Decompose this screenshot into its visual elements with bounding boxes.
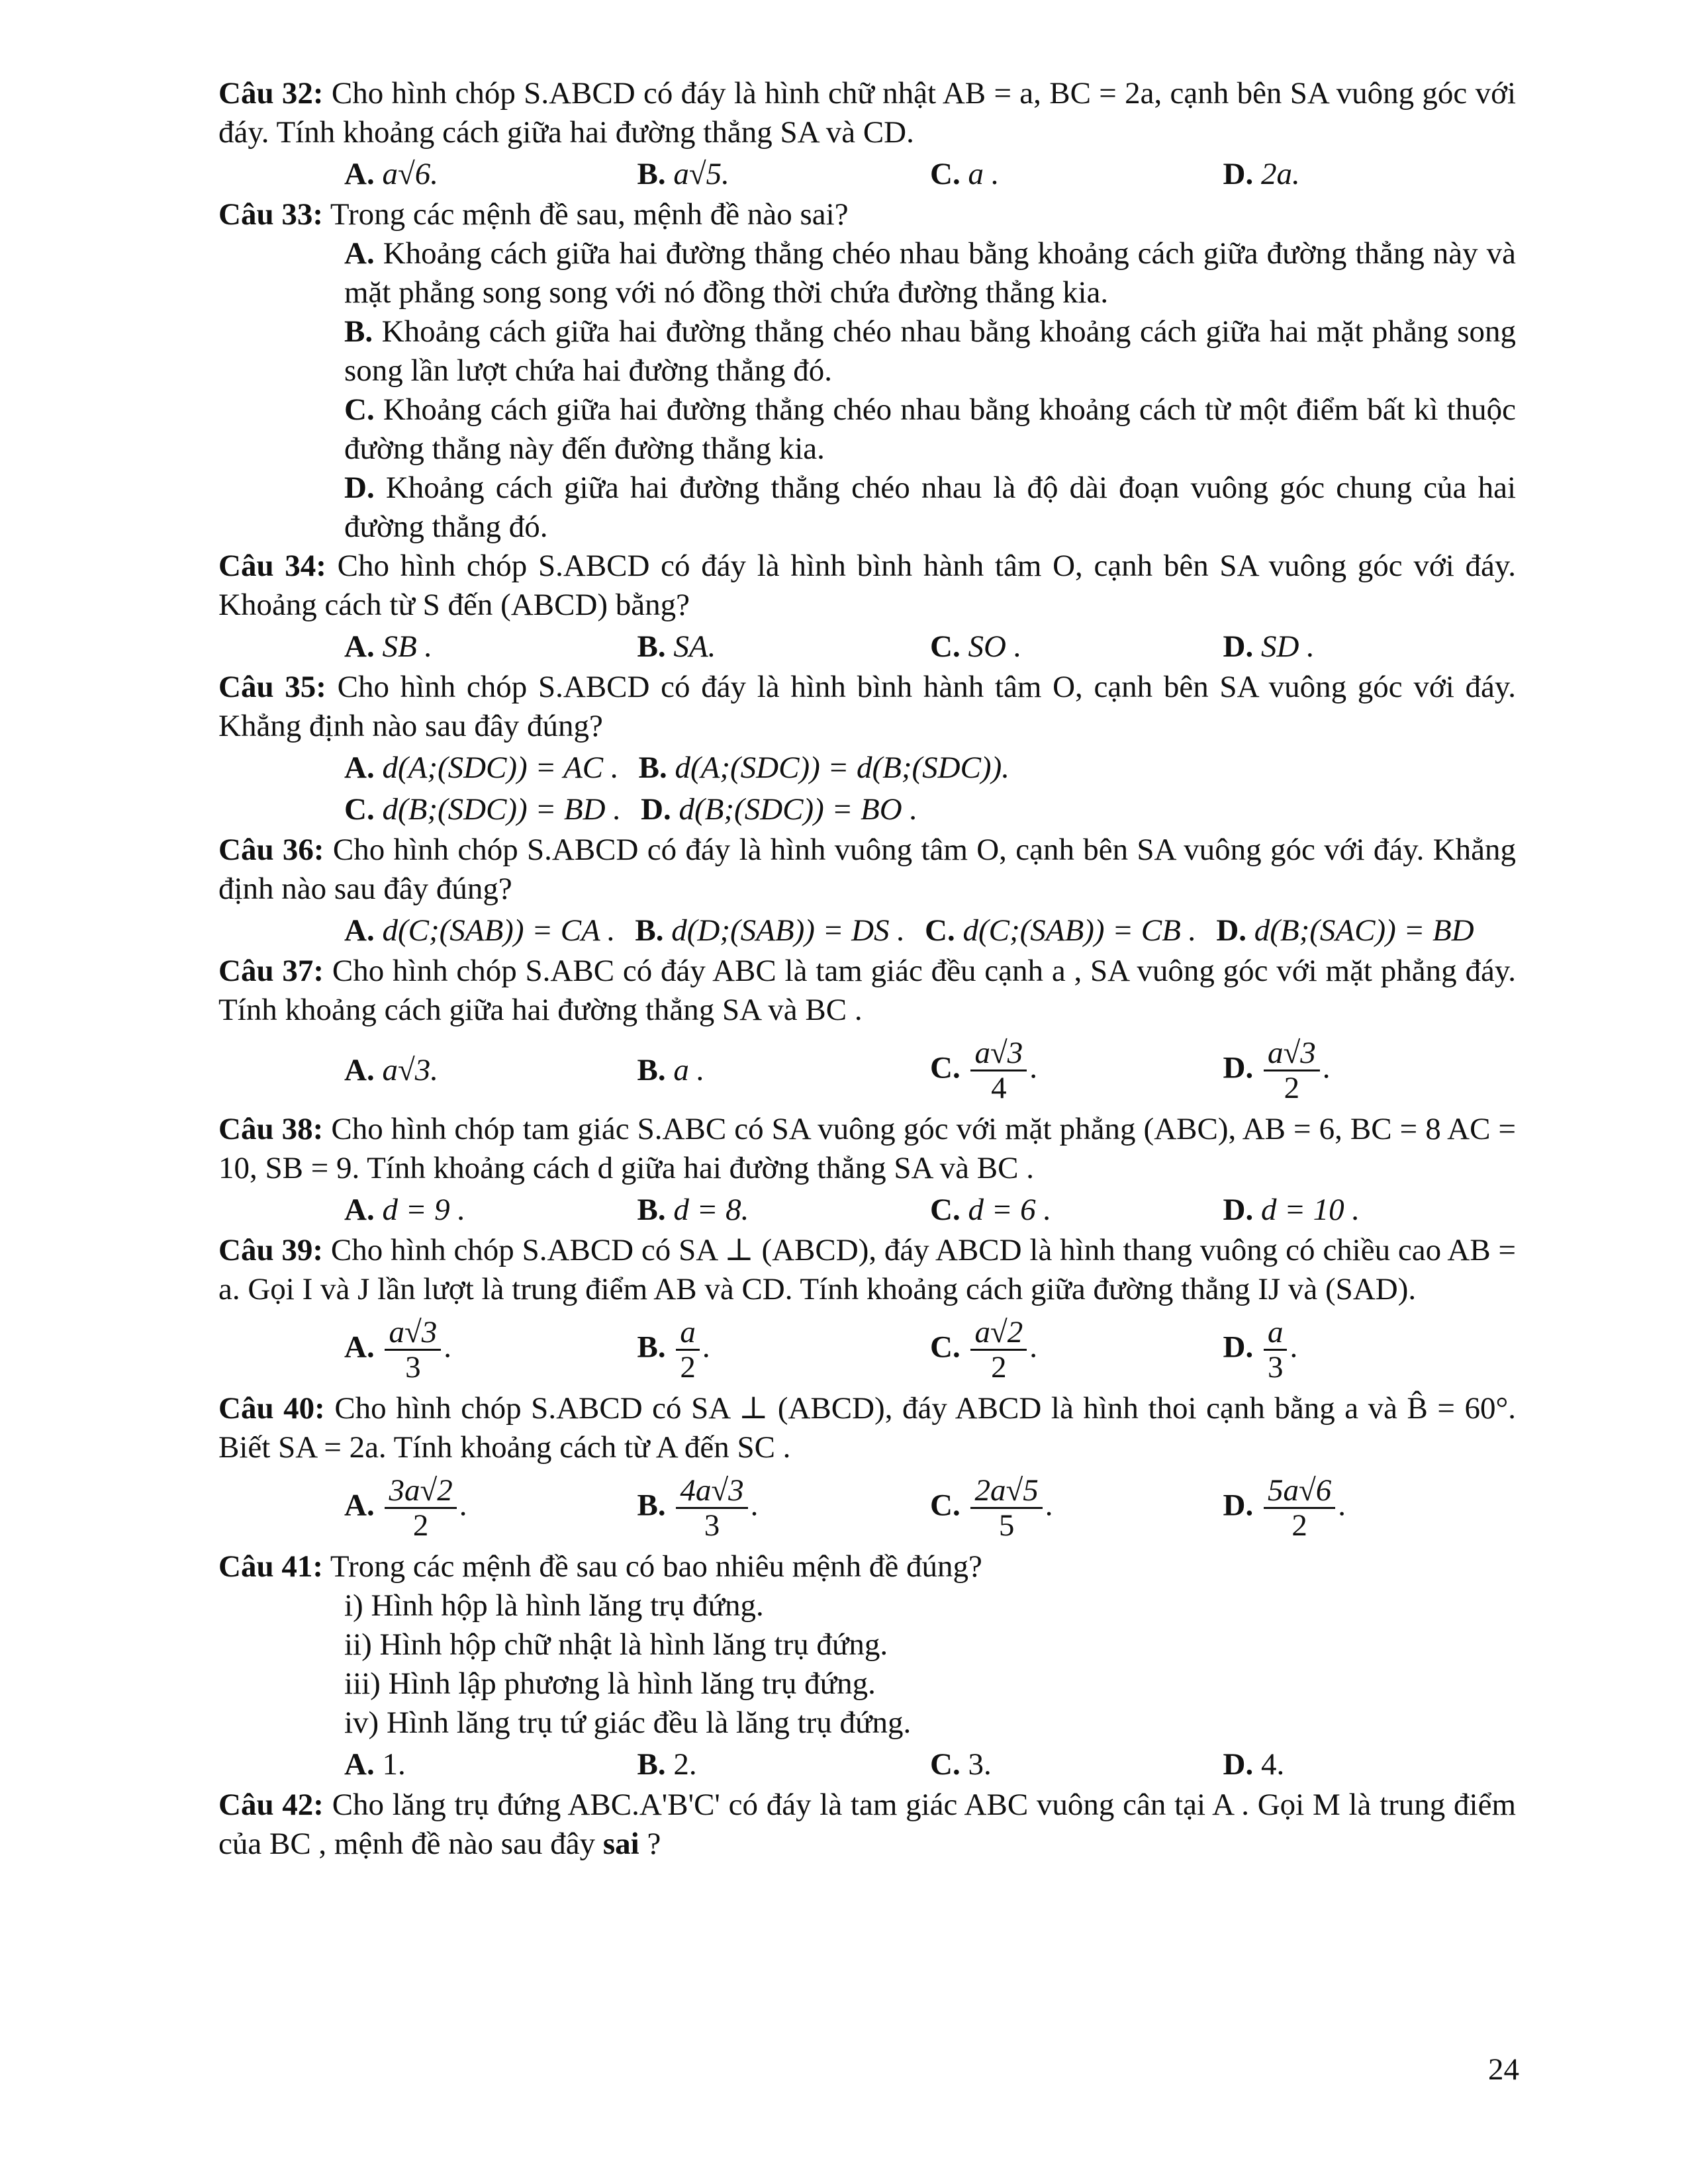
option-d[interactable]: D. $\frac{a}{3}$ . bbox=[1223, 1315, 1298, 1385]
option-a[interactable]: A. Khoảng cách giữa hai đường thẳng chéo nhau bằng khoảng cách giữa đường thẳng này và mặt phẳng song song với nó đồng thời chứa đường thẳng kia. bbox=[344, 236, 1516, 310]
answer-options bbox=[218, 911, 1516, 950]
option-b[interactable]: B. d(A;(SDC)) = d(B;(SDC)). bbox=[638, 751, 1009, 785]
option-c[interactable]: C. $\frac{a√3}{4}$ . bbox=[930, 1036, 1037, 1105]
option-b[interactable]: B. SA. bbox=[637, 629, 716, 664]
question-text: Cho hình chóp S.ABCD có đáy là hình bình hành tâm O, cạnh bên SA vuông góc với đáy. Khoảng cách từ S đến (ABCD) bằng? bbox=[218, 549, 1517, 622]
question-text: Trong các mệnh đề sau, mệnh đề nào sai? bbox=[330, 197, 849, 232]
option-b[interactable]: B. d(D;(SAB)) = DS . bbox=[635, 913, 906, 948]
question-40 bbox=[218, 1389, 1516, 1467]
answer-options bbox=[218, 155, 1516, 194]
statement-item: iii) Hình lập phương là hình lăng trụ đứng. bbox=[344, 1666, 876, 1701]
statement-item: ii) Hình hộp chữ nhật là hình lăng trụ đứng. bbox=[344, 1627, 888, 1662]
option-a[interactable]: A. SB . bbox=[344, 629, 433, 664]
answer-options bbox=[218, 1745, 1516, 1784]
emphasis-word: sai bbox=[602, 1827, 639, 1861]
option-d[interactable]: D. Khoảng cách giữa hai đường thẳng chéo nhau là độ dài đoạn vuông góc chung của hai đường thẳng đó. bbox=[344, 471, 1517, 544]
answer-options bbox=[218, 1191, 1516, 1230]
question-35 bbox=[218, 668, 1516, 746]
question-34 bbox=[218, 547, 1516, 625]
question-number: Câu 32: bbox=[218, 76, 324, 111]
question-37 bbox=[218, 952, 1516, 1030]
question-text: Trong các mệnh đề sau có bao nhiêu mệnh đề đúng? bbox=[330, 1549, 982, 1584]
question-39 bbox=[218, 1231, 1516, 1309]
page-number: 24 bbox=[1488, 2052, 1519, 2087]
option-d[interactable]: D. 2a. bbox=[1223, 157, 1300, 191]
option-a[interactable]: A. d(C;(SAB)) = CA . bbox=[344, 913, 616, 948]
question-text: Cho hình chóp tam giác S.ABC có SA vuông góc với mặt phẳng (ABC), AB = 6, BC = 8 AC = 10, SB = 9. Tính khoảng cách d giữa hai đường thẳng SA và BC . bbox=[218, 1112, 1517, 1185]
question-33 bbox=[218, 195, 1516, 234]
option-c[interactable]: C. 3. bbox=[930, 1747, 992, 1782]
option-c[interactable]: C. a . bbox=[930, 157, 1000, 191]
option-d[interactable]: D. 4. bbox=[1223, 1747, 1285, 1782]
question-42: Câu 42: Cho lăng trụ đứng ABC.A'B'C' có đáy là tam giác ABC vuông cân tại A . Gọi M là trung điểm của BC , mệnh đề nào sau đây sai ? bbox=[218, 1788, 1517, 1861]
option-c[interactable]: C. Khoảng cách giữa hai đường thẳng chéo nhau bằng khoảng cách từ một điểm bất kì thuộc đường thẳng này đến đường thẳng kia. bbox=[344, 392, 1517, 466]
option-d[interactable]: D. d(B;(SAC)) = BD bbox=[1216, 913, 1474, 948]
answer-options bbox=[218, 1474, 1516, 1542]
option-c[interactable]: C. d(B;(SDC)) = BD . bbox=[344, 792, 622, 827]
option-a[interactable]: A. d(A;(SDC)) = AC . bbox=[344, 751, 619, 785]
question-number: Câu 42: bbox=[218, 1788, 324, 1822]
question-text: Cho hình chóp S.ABCD có đáy là hình chữ nhật AB = a, BC = 2a, cạnh bên SA vuông góc với đáy. Tính khoảng cách giữa hai đường thẳng SA và CD. bbox=[218, 76, 1517, 150]
question-number: Câu 33: bbox=[218, 197, 323, 232]
option-a[interactable]: A. d = 9 . bbox=[344, 1193, 466, 1227]
option-b[interactable]: B. Khoảng cách giữa hai đường thẳng chéo nhau bằng khoảng cách giữa hai mặt phẳng song song lần lượt chứa hai đường thẳng đó. bbox=[344, 314, 1516, 388]
option-a[interactable]: A. a√6. bbox=[344, 157, 438, 191]
option-c[interactable]: C. d(C;(SAB)) = CB . bbox=[925, 913, 1197, 948]
option-c[interactable]: C. d = 6 . bbox=[930, 1193, 1052, 1227]
question-number: Câu 37: bbox=[218, 954, 324, 988]
option-a[interactable]: A. $\frac{a√3}{3}$ . bbox=[344, 1315, 451, 1385]
question-36 bbox=[218, 831, 1516, 909]
option-c[interactable]: C. $\frac{2a√5}{5}$ . bbox=[930, 1473, 1053, 1543]
question-text: Cho lăng trụ đứng ABC.A'B'C' có đáy là tam giác ABC vuông cân tại A . Gọi M là trung điểm của BC , mệnh đề nào sau đây bbox=[218, 1788, 1517, 1861]
option-d[interactable]: D. d = 10 . bbox=[1223, 1193, 1360, 1227]
answer-options bbox=[218, 1036, 1516, 1105]
question-text: Cho hình chóp S.ABCD có đáy là hình vuông tâm O, cạnh bên SA vuông góc với đáy. Khẳng định nào sau đây đúng? bbox=[218, 833, 1517, 906]
option-b[interactable]: B. $\frac{a}{2}$ . bbox=[637, 1315, 710, 1385]
question-number: Câu 38: bbox=[218, 1112, 324, 1146]
option-b[interactable]: B. 2. bbox=[637, 1747, 697, 1782]
question-38 bbox=[218, 1110, 1516, 1188]
option-d[interactable]: D. SD . bbox=[1223, 629, 1315, 664]
option-d[interactable]: D. d(B;(SDC)) = BO . bbox=[641, 792, 918, 827]
question-number: Câu 36: bbox=[218, 833, 324, 867]
answer-options bbox=[218, 749, 1516, 788]
option-b[interactable]: B. $\frac{4a√3}{3}$ . bbox=[637, 1473, 759, 1543]
option-b[interactable]: B. d = 8. bbox=[637, 1193, 749, 1227]
option-d[interactable]: D. $\frac{5a√6}{2}$ . bbox=[1223, 1473, 1346, 1543]
question-text: Cho hình chóp S.ABC có đáy ABC là tam giác đều cạnh a , SA vuông góc với mặt phẳng đáy. Tính khoảng cách giữa hai đường thẳng SA và BC . bbox=[218, 954, 1517, 1027]
question-text: Cho hình chóp S.ABCD có SA ⊥ (ABCD), đáy ABCD là hình thang vuông có chiều cao AB = a. Gọi I và J lần lượt là trung điểm AB và CD. Tính khoảng cách giữa đường thẳng IJ và (SAD). bbox=[218, 1233, 1516, 1306]
question-32 bbox=[218, 74, 1516, 152]
statement-item: i) Hình hộp là hình lăng trụ đứng. bbox=[344, 1588, 764, 1623]
question-number: Câu 41: bbox=[218, 1549, 323, 1584]
statement-item: iv) Hình lăng trụ tứ giác đều là lăng trụ đứng. bbox=[344, 1706, 912, 1740]
option-a[interactable]: A. a√3. bbox=[344, 1053, 438, 1087]
option-c[interactable]: C. $\frac{a√2}{2}$ . bbox=[930, 1315, 1037, 1385]
question-number: Câu 34: bbox=[218, 549, 326, 583]
option-d[interactable]: D. $\frac{a√3}{2}$ . bbox=[1223, 1036, 1331, 1105]
option-a[interactable]: A. $\frac{3a√2}{2}$ . bbox=[344, 1473, 467, 1543]
question-page bbox=[218, 74, 1516, 1864]
answer-options bbox=[218, 1316, 1516, 1384]
option-c[interactable]: C. SO . bbox=[930, 629, 1022, 664]
question-number: Câu 35: bbox=[218, 670, 326, 704]
answer-options bbox=[218, 790, 1516, 829]
question-text: Cho hình chóp S.ABCD có đáy là hình bình hành tâm O, cạnh bên SA vuông góc với đáy. Khẳng định nào sau đây đúng? bbox=[218, 670, 1517, 743]
question-number: Câu 39: bbox=[218, 1233, 324, 1267]
question-text: Cho hình chóp S.ABCD có SA ⊥ (ABCD), đáy ABCD là hình thoi cạnh bằng a và B̂ = 60°. Biết SA = 2a. Tính khoảng cách từ A đến SC . bbox=[218, 1391, 1517, 1465]
answer-options bbox=[218, 627, 1516, 666]
option-b[interactable]: B. a . bbox=[637, 1053, 705, 1087]
option-a[interactable]: A. 1. bbox=[344, 1747, 406, 1782]
option-b[interactable]: B. a√5. bbox=[637, 157, 729, 191]
question-41 bbox=[218, 1547, 1516, 1586]
question-number: Câu 40: bbox=[218, 1391, 325, 1426]
